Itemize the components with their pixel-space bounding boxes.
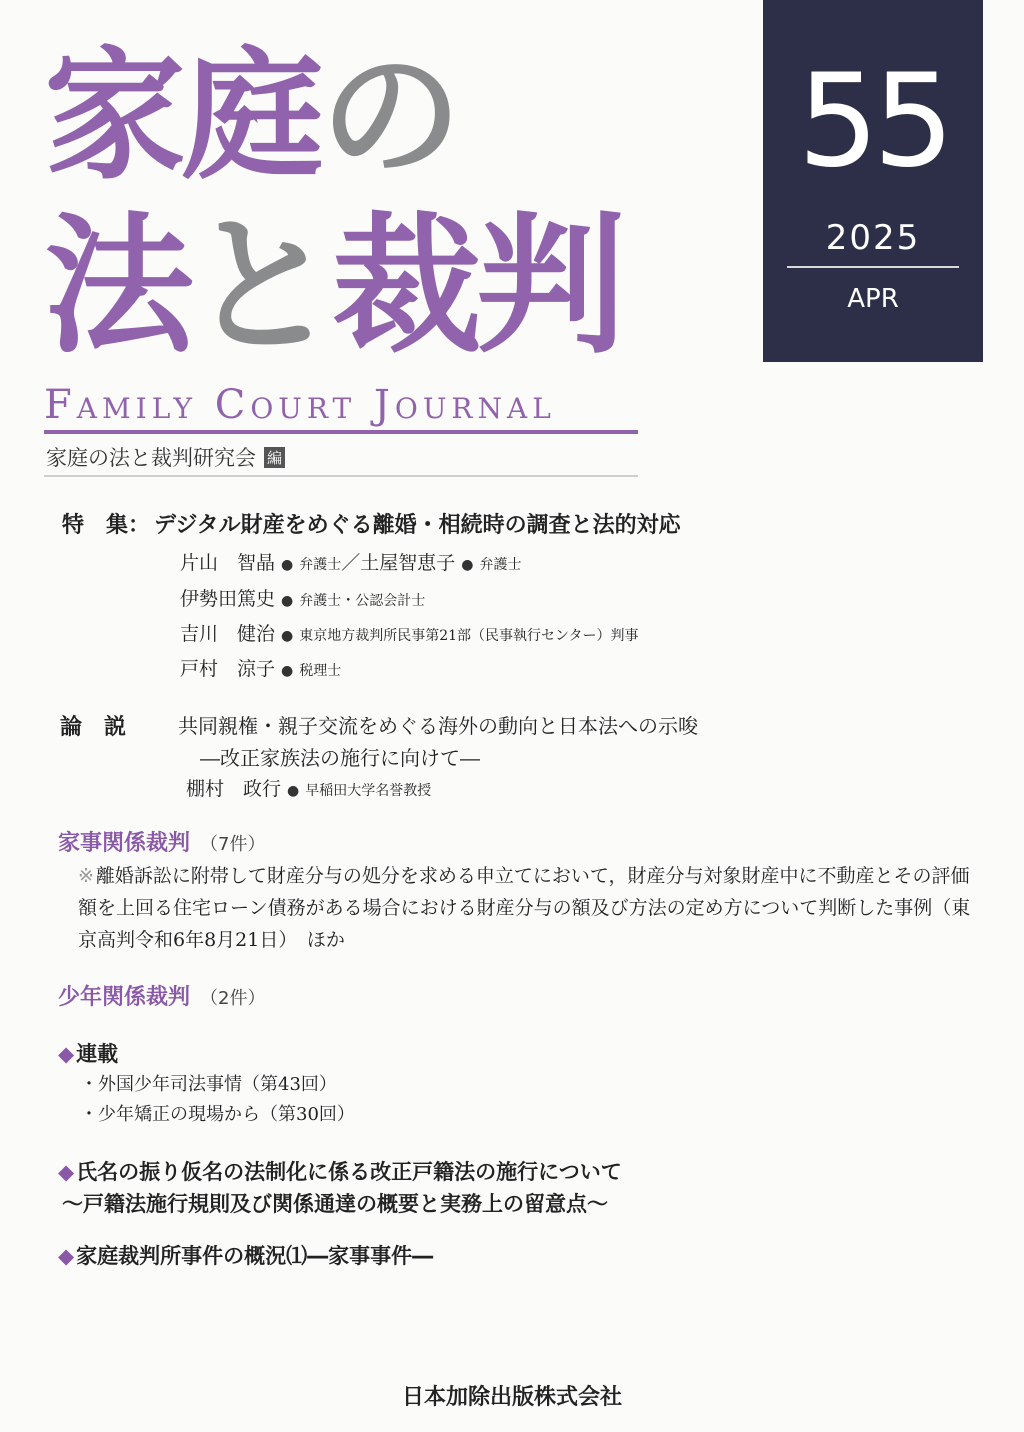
article2-heading [58, 1240, 433, 1270]
ronsetsu-label: 論 説 [60, 715, 127, 740]
kaji-count: （7件） [200, 834, 266, 855]
title-divider [44, 430, 638, 434]
author-name: 片山 智晶 [180, 552, 276, 574]
article1-heading [58, 1156, 622, 1186]
journal-title-line-1 [44, 34, 458, 199]
title-no: の [320, 34, 458, 199]
author-name: 伊勢田篤史 [180, 588, 276, 610]
editor-line [46, 442, 285, 472]
feature-heading [62, 508, 681, 539]
feature-author-3 [180, 619, 639, 646]
slash-separator: ／ [341, 552, 361, 574]
feature-author-1 [180, 548, 521, 575]
english-title: Family Court Journal [44, 382, 556, 428]
editor-divider [44, 475, 638, 477]
shonen-label: 少年関係裁判 [58, 985, 191, 1010]
author-name: 吉川 健治 [180, 623, 276, 645]
diamond-icon: ◆ [58, 1244, 75, 1268]
editor-name: 家庭の法と裁判研究会 [46, 446, 256, 470]
editor-mark: 編 [264, 447, 285, 468]
bullet-icon: ● [281, 628, 294, 644]
bullet-icon: ● [461, 557, 474, 573]
issue-year: 2025 [825, 218, 921, 258]
article1-subtitle: ～戸籍法施行規則及び関係通達の概要と実務上の留意点～ [62, 1192, 608, 1216]
serial-item-1: ・外国少年司法事情（第43回） [80, 1074, 337, 1095]
shonen-heading [58, 980, 265, 1011]
ronsetsu-author [186, 774, 431, 801]
author-role: 東京地方裁判所民事第21部（民事執行センター）判事 [299, 628, 639, 644]
issue-number: 55 [797, 47, 949, 196]
article1-title: 氏名の振り仮名の法制化に係る改正戸籍法の施行について [76, 1160, 622, 1184]
title-kasei: 家庭 [44, 34, 320, 199]
author-name: 戸村 涼子 [180, 658, 276, 680]
author-role: 早稲田大学名誉教授 [305, 783, 432, 799]
author-name: 棚村 政行 [186, 778, 282, 800]
asterisk-icon: ※ [78, 865, 94, 887]
article2-title: 家庭裁判所事件の概況⑴―家事事件― [76, 1244, 434, 1268]
kaji-case-summary [78, 860, 978, 956]
kaji-label: 家事関係裁判 [58, 831, 191, 856]
serial-heading [58, 1038, 118, 1068]
feature-label: 特 集： [62, 513, 151, 538]
title-to: と [188, 200, 333, 374]
bullet-icon: ● [287, 783, 300, 799]
shonen-count: （2件） [200, 988, 266, 1009]
author-role: 弁護士・公認会計士 [299, 593, 426, 609]
bullet-icon: ● [281, 593, 294, 609]
bullet-icon: ● [281, 663, 294, 679]
bullet-icon: ● [281, 557, 294, 573]
ronsetsu-subtitle: ―改正家族法の施行に向けて― [200, 746, 480, 770]
issue-month: APR [847, 284, 899, 314]
author-name: 土屋智恵子 [360, 552, 456, 574]
feature-author-2 [180, 584, 425, 611]
title-saiban: 裁判 [332, 200, 621, 374]
author-role: 弁護士 [479, 557, 522, 573]
feature-title: デジタル財産をめぐる離婚・相続時の調査と法的対応 [154, 513, 681, 538]
issue-box [763, 0, 983, 362]
diamond-icon: ◆ [58, 1042, 75, 1066]
issue-divider [787, 266, 959, 268]
publisher-name: 日本加除出版株式会社 [401, 1385, 622, 1410]
ronsetsu-title: 共同親権・親子交流をめぐる海外の動向と日本法への示唆 [178, 714, 698, 738]
author-role: 弁護士 [299, 557, 342, 573]
title-hou: 法 [44, 200, 189, 374]
feature-author-4 [180, 654, 341, 681]
kaji-case-text: 離婚訴訟に附帯して財産分与の処分を求める申立てにおいて，財産分与対象財産中に不動産とその評価額を上回る住宅ローン債務がある場合における財産分与の額及び方法の定め方について判断した事例（東京高判令和6年8月21日） ほか [78, 865, 971, 951]
diamond-icon: ◆ [58, 1160, 75, 1184]
kaji-heading [58, 826, 265, 857]
author-role: 税理士 [299, 663, 342, 679]
serial-label: 連載 [76, 1042, 119, 1066]
serial-item-2: ・少年矯正の現場から（第30回） [80, 1104, 355, 1125]
journal-title-line-2 [44, 200, 621, 374]
